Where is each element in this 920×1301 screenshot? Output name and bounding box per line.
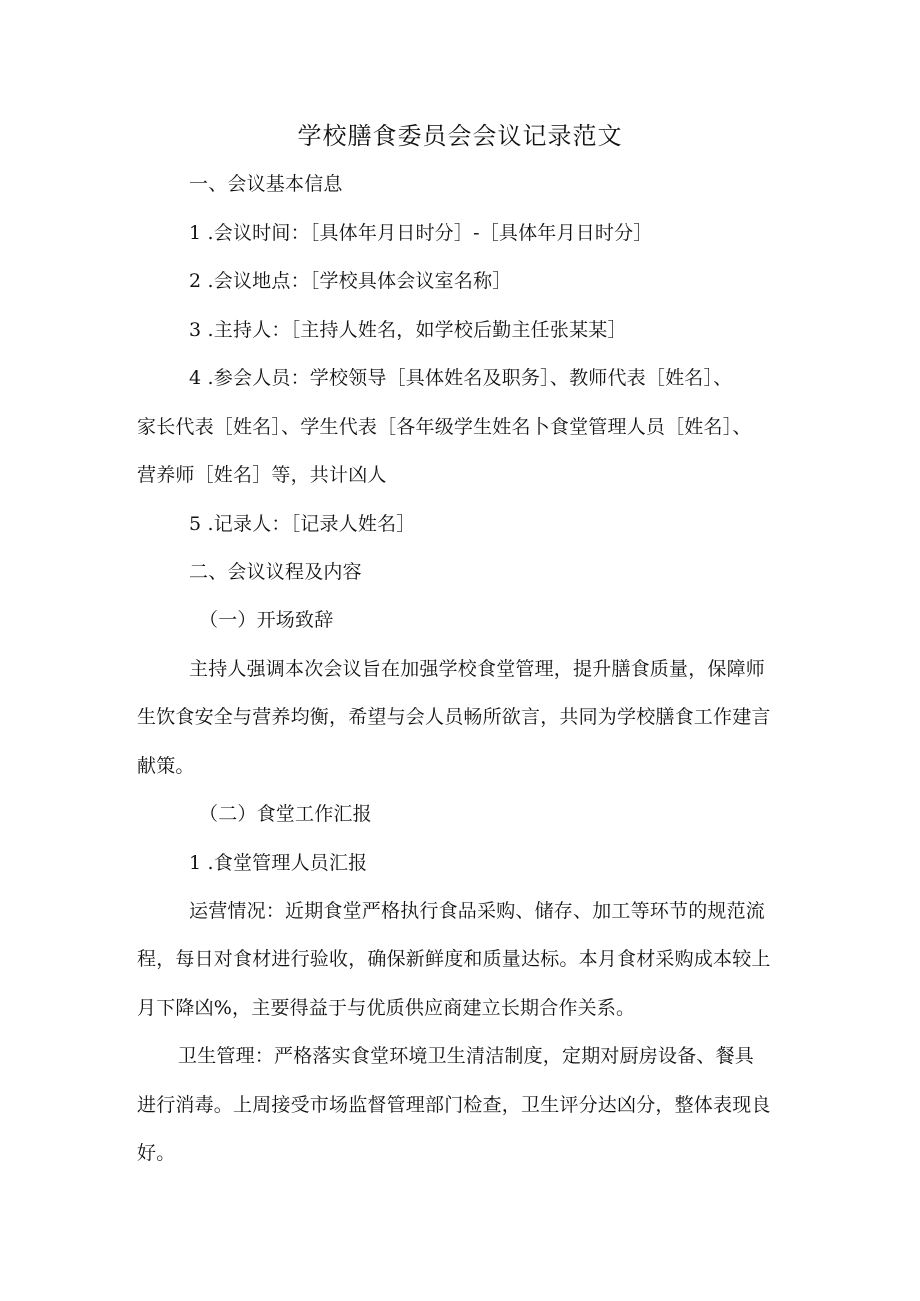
opening-paragraph-line-2: 生饮食安全与营养均衡，希望与会人员畅所欲言，共同为学校膳食工作建言: [137, 706, 771, 728]
hygiene-paragraph-line-3: 好。: [137, 1142, 176, 1164]
document-title: 学校膳食委员会会议记录范文: [297, 122, 623, 150]
operations-paragraph-line-2: 程，每日对食材进行验收，确保新鲜度和质量达标。本月食材采购成本较上: [137, 948, 771, 970]
hygiene-paragraph-line-2: 进行消毒。上周接受市场监督管理部门检查，卫生评分达凶分，整体表现良: [137, 1094, 771, 1116]
attendees-line-1: 4 .参会人员：学校领导［具体姓名及职务］、教师代表［姓名］、: [189, 367, 733, 389]
hygiene-paragraph-line-1: 卫生管理：严格落实食堂环境卫生清洁制度，定期对厨房设备、餐具: [178, 1045, 755, 1067]
meeting-location-line: 2 .会议地点：［学校具体会议室名称］: [189, 270, 512, 292]
canteen-manager-report-heading: 1 .食堂管理人员汇报: [189, 852, 368, 874]
section-heading-basic-info: 一、会议基本信息: [189, 173, 343, 195]
section-heading-agenda: 二、会议议程及内容: [189, 561, 362, 583]
opening-paragraph-line-3: 献策。: [137, 755, 195, 777]
recorder-line: 5 .记录人：［记录人姓名］: [189, 513, 416, 535]
subsection-canteen-report: （二）食堂工作汇报: [199, 803, 372, 825]
operations-paragraph-line-3: 月下降凶%，主要得益于与优质供应商建立长期合作关系。: [137, 997, 636, 1019]
meeting-time-line: 1 .会议时间：［具体年月日时分］-［具体年月日时分］: [189, 222, 653, 244]
subsection-opening: （一）开场致辞: [199, 609, 334, 631]
attendees-line-2: 家长代表［姓名］、学生代表［各年级学生姓名卜食堂管理人员［姓名］、: [137, 416, 752, 438]
opening-paragraph-line-1: 主持人强调本次会议旨在加强学校食堂管理，提升膳食质量，保障师: [189, 658, 766, 680]
operations-paragraph-line-1: 运营情况：近期食堂严格执行食品采购、储存、加工等环节的规范流: [189, 900, 766, 922]
host-line: 3 .主持人：［主持人姓名，如学校后勤主任张某某］: [189, 319, 627, 341]
attendees-line-3: 营养师［姓名］等，共计凶人: [137, 464, 387, 486]
